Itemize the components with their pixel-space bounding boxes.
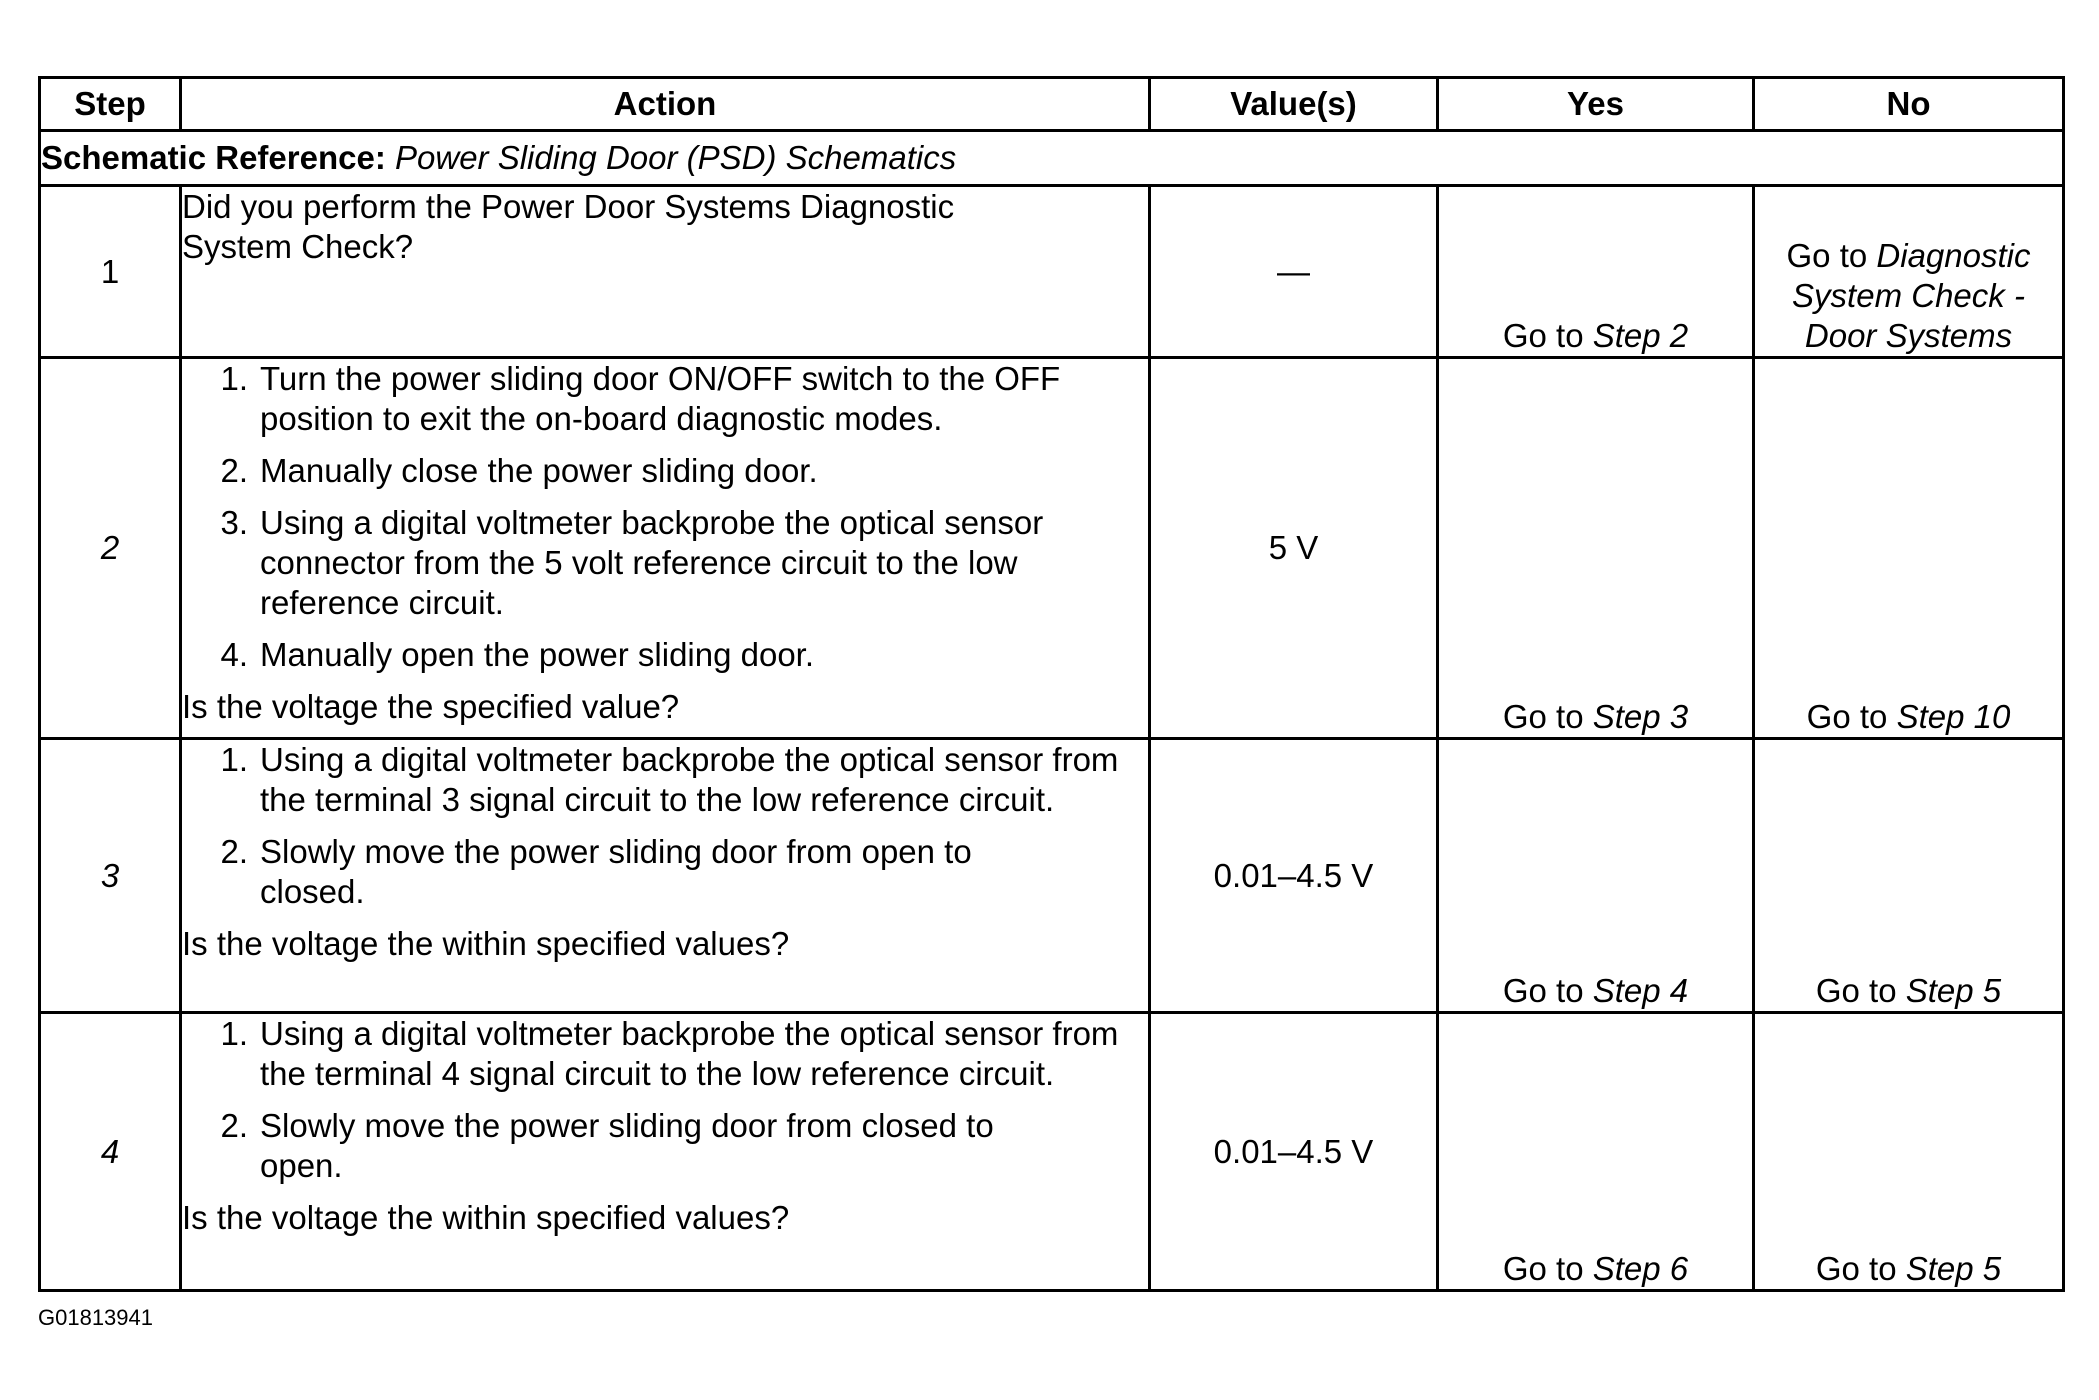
action-cell — [181, 186, 1150, 358]
action-text: Did you perform the Power Door Systems Diagnostic System Check? — [182, 188, 955, 265]
table-row — [40, 1013, 2064, 1291]
action-cell — [181, 358, 1150, 739]
yes-prefix: Go to — [1502, 698, 1584, 735]
yes-prefix: Go to — [1502, 317, 1584, 354]
no-cell — [1754, 358, 2064, 739]
no-prefix: Go to — [1786, 237, 1868, 274]
list-item: 4. Manually open the power sliding door. — [220, 636, 815, 673]
yes-cell — [1438, 739, 1754, 1013]
yes-prefix: Go to — [1502, 1250, 1584, 1287]
yes-step-link[interactable]: Step 4 — [1592, 972, 1689, 1009]
value-cell: 5 V — [1150, 358, 1438, 739]
list-item: 2. Slowly move the power sliding door from closed to open. — [220, 1107, 994, 1184]
question-text: Is the voltage the within specified values? — [182, 925, 790, 962]
table-row — [40, 358, 2064, 739]
value-cell: — — [1150, 186, 1438, 358]
step-number: 3 — [40, 739, 181, 1013]
list-item: 2. Manually close the power sliding door. — [220, 452, 818, 489]
yes-cell — [1438, 186, 1754, 358]
header-step: Step — [40, 78, 181, 131]
table-row — [40, 739, 2064, 1013]
yes-cell — [1438, 1013, 1754, 1291]
step-number: 2 — [40, 358, 181, 739]
action-steps — [182, 740, 1148, 912]
list-item: 1. Using a digital voltmeter backprobe the optical sensor from the terminal 3 signal circuit to the low reference circuit. — [220, 741, 1119, 818]
list-item: 2. Slowly move the power sliding door from open to closed. — [220, 833, 972, 910]
value-cell: 0.01–4.5 V — [1150, 1013, 1438, 1291]
no-prefix: Go to — [1815, 1250, 1897, 1287]
table-row — [40, 186, 2064, 358]
list-item: 1. Using a digital voltmeter backprobe the optical sensor from the terminal 4 signal circuit to the low reference circuit. — [220, 1015, 1119, 1092]
step-number: 1 — [40, 186, 181, 358]
no-ref-line3[interactable]: Door Systems — [1804, 317, 2013, 354]
action-steps — [182, 1014, 1148, 1186]
yes-prefix: Go to — [1502, 972, 1584, 1009]
action-cell — [181, 739, 1150, 1013]
list-item: 1. Turn the power sliding door ON/OFF switch to the OFF position to exit the on-board diagnostic modes. — [220, 360, 1061, 437]
no-step-link[interactable]: Step 10 — [1896, 698, 2011, 735]
step-number: 4 — [40, 1013, 181, 1291]
schematic-reference-link[interactable]: Power Sliding Door (PSD) Schematics — [395, 139, 957, 176]
yes-step-link[interactable]: Step 2 — [1592, 317, 1689, 354]
schematic-reference-row — [40, 131, 2064, 186]
no-cell — [1754, 186, 2064, 358]
yes-step-link[interactable]: Step 3 — [1592, 698, 1689, 735]
header-action: Action — [181, 78, 1150, 131]
no-ref-line2[interactable]: System Check - — [1792, 277, 2025, 314]
header-no: No — [1754, 78, 2064, 131]
action-steps — [182, 359, 1148, 675]
header-row — [40, 78, 2064, 131]
no-step-link[interactable]: Step 5 — [1905, 1250, 2002, 1287]
schematic-reference-label: Schematic Reference: — [41, 139, 386, 176]
diagnostic-table — [38, 76, 2065, 1292]
schematic-reference — [40, 131, 2064, 186]
figure-id: G01813941 — [38, 1305, 153, 1330]
yes-cell — [1438, 358, 1754, 739]
no-cell — [1754, 739, 2064, 1013]
header-values: Value(s) — [1150, 78, 1438, 131]
question-text: Is the voltage the within specified values? — [182, 1199, 790, 1236]
no-prefix: Go to — [1806, 698, 1888, 735]
no-ref-line1[interactable]: Diagnostic — [1876, 237, 2031, 274]
header-yes: Yes — [1438, 78, 1754, 131]
action-cell — [181, 1013, 1150, 1291]
list-item: 3. Using a digital voltmeter backprobe the optical sensor connector from the 5 volt reference circuit to the low reference circuit. — [220, 504, 1044, 621]
yes-step-link[interactable]: Step 6 — [1592, 1250, 1689, 1287]
question-text: Is the voltage the specified value? — [182, 688, 680, 725]
no-step-link[interactable]: Step 5 — [1905, 972, 2002, 1009]
no-cell — [1754, 1013, 2064, 1291]
no-prefix: Go to — [1815, 972, 1897, 1009]
value-cell: 0.01–4.5 V — [1150, 739, 1438, 1013]
